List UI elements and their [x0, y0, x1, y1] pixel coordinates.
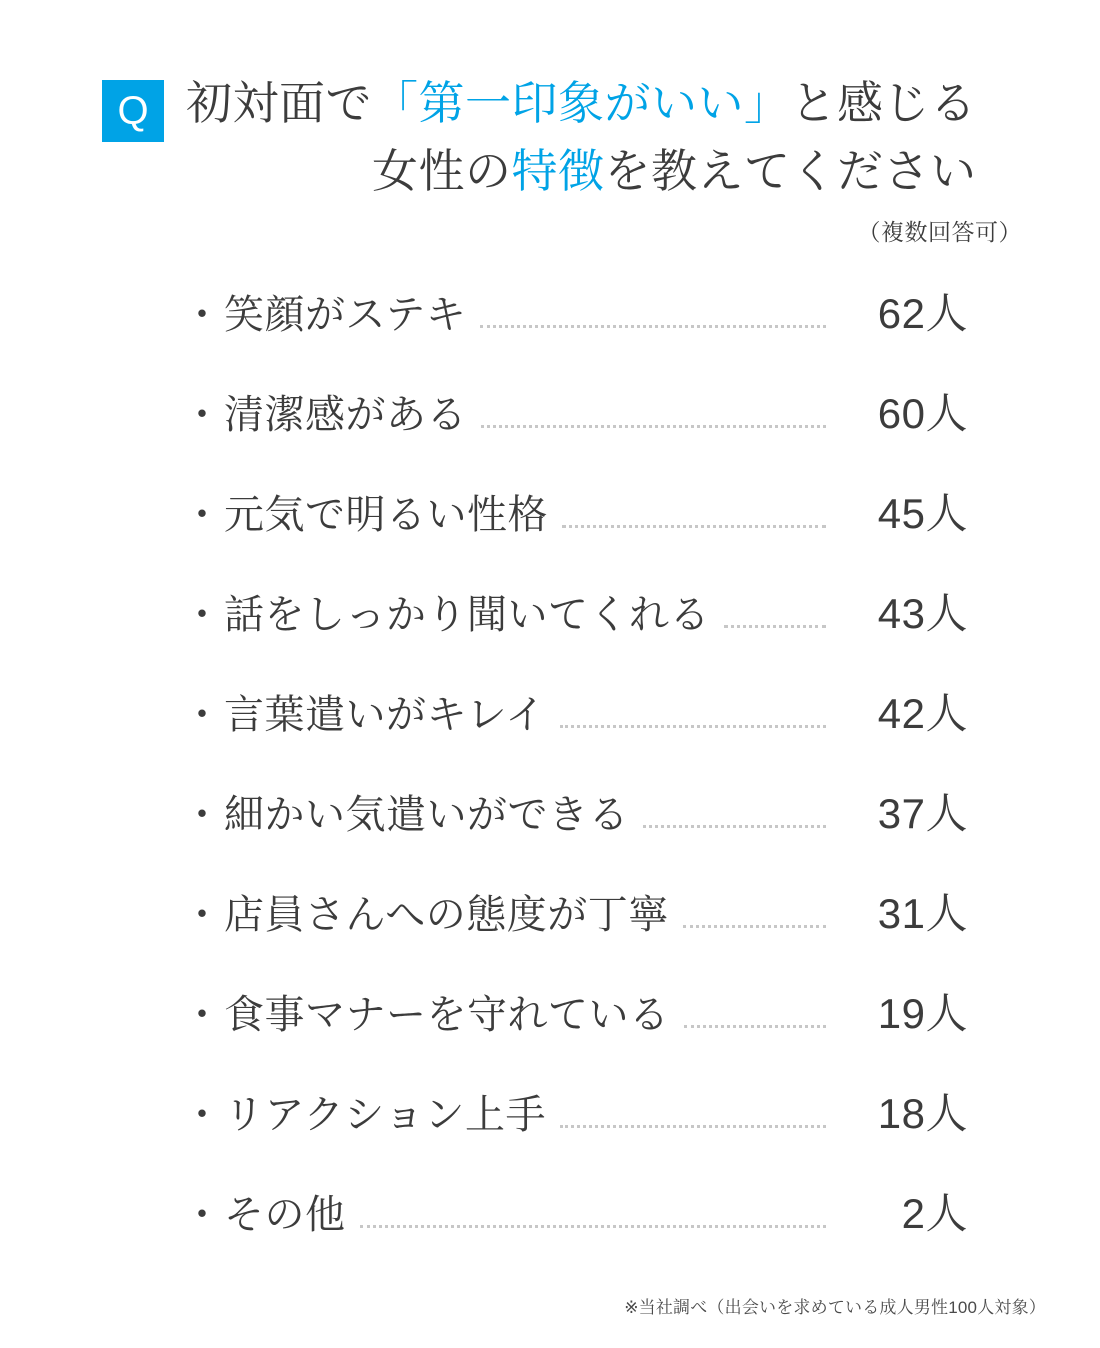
page-title: [186, 72, 977, 202]
item-label: その他: [224, 1193, 346, 1238]
title-line1-quote: 「第一印象がいい」: [372, 77, 791, 129]
title-line-1: [186, 72, 977, 134]
bullet-icon: ・: [182, 893, 222, 938]
bullet-icon: ・: [182, 593, 222, 638]
question-badge: Q: [102, 80, 164, 142]
results-list: [0, 281, 1100, 1281]
leader-dots: [481, 425, 826, 428]
list-item: [60, 481, 1040, 581]
title-line2-accent: 特徴: [511, 145, 605, 198]
item-label: 細かい気遣いができる: [224, 793, 629, 838]
list-item: [60, 281, 1040, 381]
leader-dots: [560, 1125, 826, 1128]
leader-dots: [360, 1225, 827, 1228]
leader-dots: [683, 925, 826, 928]
multiple-answer-note: （複数回答可）: [857, 219, 1022, 246]
bullet-icon: ・: [182, 493, 222, 538]
item-value: 37人: [877, 790, 968, 838]
title-line2-pre: 女性の: [372, 145, 512, 198]
item-value: 60人: [877, 390, 968, 438]
header: [0, 0, 1100, 247]
bullet-icon: ・: [182, 1193, 222, 1238]
item-value: 19人: [877, 990, 968, 1038]
leader-dots: [724, 625, 826, 628]
leader-dots: [643, 825, 826, 828]
item-label: リアクション上手: [224, 1093, 546, 1138]
item-label: 店員さんへの態度が丁寧: [224, 893, 669, 938]
bullet-icon: ・: [182, 993, 222, 1038]
item-label: 元気で明るい性格: [224, 493, 548, 538]
bullet-icon: ・: [182, 693, 222, 738]
bullet-icon: ・: [182, 793, 222, 838]
leader-dots: [562, 525, 826, 528]
leader-dots: [684, 1025, 827, 1028]
leader-dots: [560, 725, 826, 728]
list-item: [60, 1081, 1040, 1181]
item-label: 清潔感がある: [224, 393, 467, 438]
list-item: [60, 381, 1040, 481]
item-value: 43人: [877, 590, 968, 638]
item-label: 話をしっかり聞いてくれる: [224, 593, 710, 638]
list-item: [60, 681, 1040, 781]
title-line1-post: と感じる: [790, 77, 977, 129]
item-value: 62人: [877, 290, 968, 338]
item-value: 18人: [877, 1090, 968, 1138]
title-row: [60, 72, 1040, 202]
list-item: [60, 1181, 1040, 1281]
title-line2-post: を教えてください: [604, 145, 977, 198]
item-label: 笑顔がステキ: [224, 293, 467, 338]
item-value: 42人: [877, 690, 968, 738]
bullet-icon: ・: [182, 393, 222, 438]
title-line-2: [186, 140, 977, 202]
list-item: [60, 881, 1040, 981]
item-label: 食事マナーを守れている: [224, 993, 670, 1038]
item-label: 言葉遣いがキレイ: [224, 693, 546, 738]
leader-dots: [480, 325, 826, 328]
item-value: 2人: [901, 1190, 968, 1238]
list-item: [60, 981, 1040, 1081]
list-item: [60, 781, 1040, 881]
survey-source-note: ※当社調べ（出会いを求めている成人男性100人対象）: [624, 1298, 1046, 1317]
item-value: 31人: [877, 890, 968, 938]
bullet-icon: ・: [182, 293, 222, 338]
bullet-icon: ・: [182, 1093, 222, 1138]
item-value: 45人: [877, 490, 968, 538]
title-line1-pre: 初対面で: [186, 77, 372, 129]
list-item: [60, 581, 1040, 681]
